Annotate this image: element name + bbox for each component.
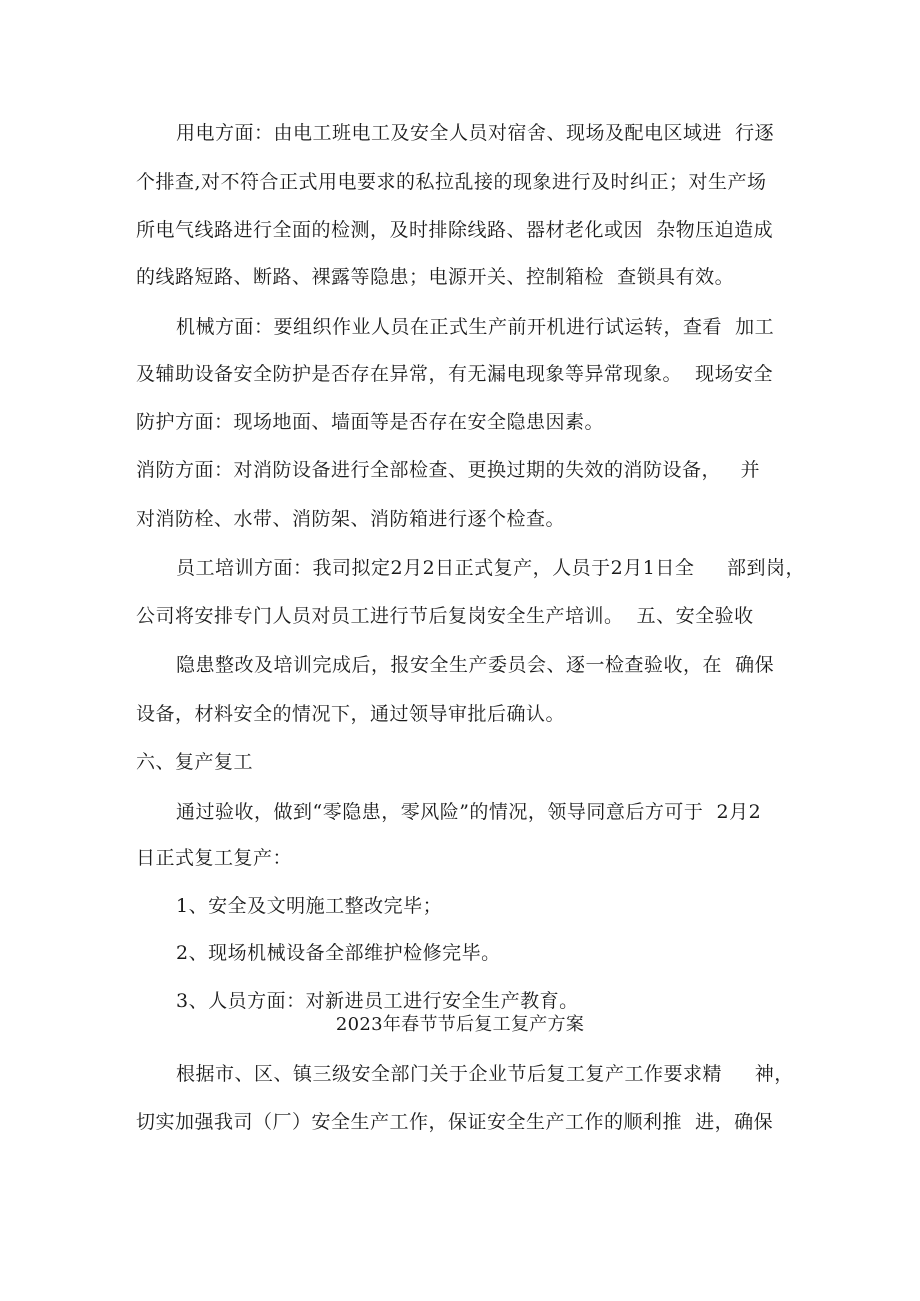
text-line: 日正式复工复产：	[136, 847, 293, 869]
list-item: 1、安全及文明施工整改完毕；	[176, 895, 443, 917]
text-line: 通过验收，做到“零隐患，零风险”的情况，领导同意后方可于 2月2	[176, 801, 762, 823]
text-line: 隐患整改及培训完成后，报安全生产委员会、逐一检查验收，在 确保	[176, 654, 775, 676]
text-line: 用电方面：由电工班电工及安全人员对宿舍、现场及配电区域进 行逐	[176, 122, 775, 144]
text-line: 防护方面：现场地面、墙面等是否存在安全隐患因素。	[136, 411, 605, 433]
text-line: 公司将安排专门人员对员工进行节后复岗安全生产培训。 五、安全验收	[136, 605, 754, 627]
section-heading: 六、复产复工	[136, 751, 254, 773]
text-line: 对消防栓、水带、消防架、消防箱进行逐个检查。	[136, 508, 566, 530]
text-line: 员工培训方面：我司拟定2月2日正式复产，人员于2月1日全 部到岗，	[176, 557, 806, 579]
list-item: 2、现场机械设备全部维护检修完毕。	[176, 942, 501, 964]
text-line: 的线路短路、断路、裸露等隐患；电源开关、控制箱检 查锁具有效。	[136, 266, 735, 288]
document-title: 2023年春节节后复工复产方案	[335, 1014, 585, 1035]
text-line: 及辅助设备安全防护是否存在异常，有无漏电现象等异常现象。 现场安全	[136, 363, 774, 385]
text-line: 个排查,对不符合正式用电要求的私拉乱接的现象进行及时纠正；对生产场	[136, 171, 767, 193]
text-line: 根据市、区、镇三级安全部门关于企业节后复工复产工作要求精 神，	[176, 1063, 794, 1085]
text-line: 所电气线路进行全面的检测，及时排除线路、器材老化或因 杂物压迫造成	[136, 219, 774, 241]
text-line: 机械方面：要组织作业人员在正式生产前开机进行试运转，查看 加工	[176, 316, 775, 338]
text-line: 消防方面：对消防设备进行全部检查、更换过期的失效的消防设备， 并	[136, 459, 761, 481]
text-line: 设备，材料安全的情况下，通过领导审批后确认。	[136, 703, 566, 725]
list-item: 3、人员方面：对新进员工进行安全生产教育。	[176, 990, 579, 1012]
text-line: 切实加强我司（厂）安全生产工作，保证安全生产工作的顺利推 进，确保	[136, 1111, 774, 1133]
